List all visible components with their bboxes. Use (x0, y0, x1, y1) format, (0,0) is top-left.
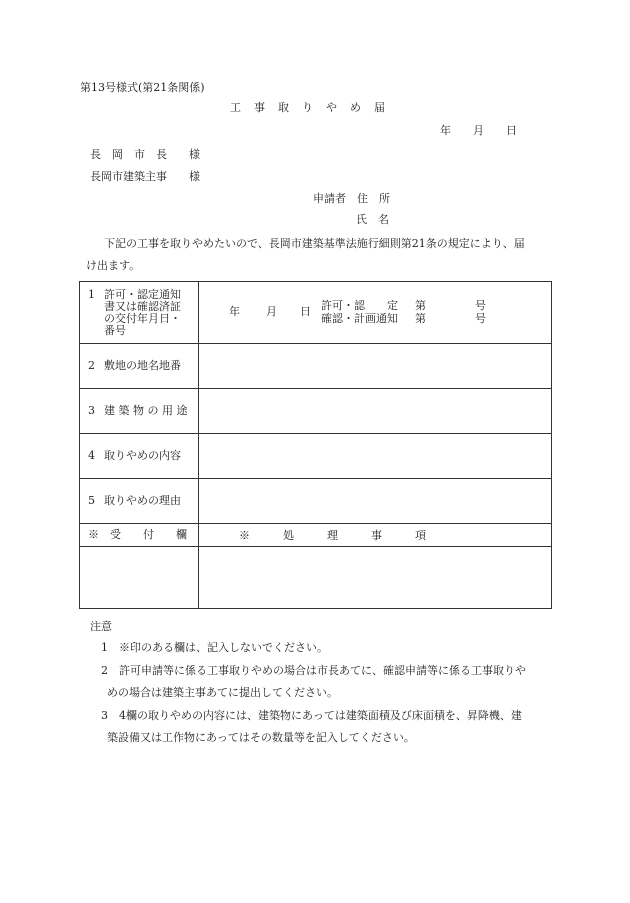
number-suffix: 号 (475, 299, 486, 312)
row1-label-line: の交付年月日・ (104, 311, 181, 325)
row-number: 1 (88, 287, 95, 301)
date-year: 年 (229, 305, 240, 318)
table-row (80, 479, 552, 524)
date-day: 日 (300, 305, 311, 318)
row1-label-line: 書又は確認済証 (104, 299, 181, 313)
addressee-building-official: 長岡市建築主事 様 (90, 170, 200, 183)
table-row (80, 524, 552, 547)
applicant-name-label: 氏 名 (356, 213, 389, 226)
table-row (80, 344, 552, 389)
applicant-address-label: 申請者 住 所 (313, 192, 390, 205)
row1-label (80, 282, 199, 344)
number-prefix: 第 (415, 312, 426, 325)
document-title: 工 事 取 り や め 届 (230, 101, 386, 114)
row-value[interactable] (199, 389, 552, 434)
note-number: 2 (101, 664, 108, 677)
row-label (80, 434, 199, 479)
reception-header: ※ 受 付 欄 (80, 524, 199, 547)
note-text: めの場合は建築主事あてに提出してください。 (107, 686, 338, 699)
row1-value[interactable] (199, 282, 552, 344)
note-number: 3 (101, 709, 108, 722)
table-row (80, 434, 552, 479)
form-table (79, 281, 552, 609)
body-text-line1: 下記の工事を取りやめたいので、長岡市建築基準法施行細則第21条の規定により、届 (104, 237, 525, 250)
row1-label-line: 番号 (104, 323, 126, 337)
form-number: 第13号様式(第21条関係) (80, 81, 205, 94)
processing-box (199, 547, 552, 609)
row-label-text: 取りやめの内容 (104, 449, 181, 462)
row-value[interactable] (199, 434, 552, 479)
reception-box (80, 547, 199, 609)
notes-heading: 注意 (90, 620, 112, 633)
row-label-text: 敷地の地名地番 (104, 359, 181, 372)
note-text: 4欄の取りやめの内容には、建築物にあっては建築面積及び床面積を、昇降機、建 (119, 709, 522, 722)
row-number: 4 (88, 449, 95, 462)
row-label (80, 479, 199, 524)
row1-label-line: 許可・認定通知 (104, 287, 181, 301)
permit-type-line1: 許可・認 定 (321, 299, 398, 312)
date-line: 年 月 日 (440, 124, 517, 137)
row-label (80, 389, 199, 434)
note-text: ※印のある欄は、記入しないでください。 (119, 641, 328, 654)
date-month: 月 (266, 305, 277, 318)
row-number: 5 (88, 494, 95, 507)
number-suffix: 号 (475, 312, 486, 325)
row-number: 2 (88, 359, 95, 372)
body-text-line2: け出ます。 (86, 259, 141, 272)
permit-type-line2: 確認・計画通知 (321, 312, 398, 325)
table-row (80, 389, 552, 434)
number-prefix: 第 (415, 299, 426, 312)
row-label (80, 344, 199, 389)
note-text: 許可申請等に係る工事取りやめの場合は市長あてに、確認申請等に係る工事取りや (119, 664, 526, 677)
row-number: 3 (88, 404, 95, 417)
row-value[interactable] (199, 344, 552, 389)
table-row (80, 547, 552, 609)
table-row (80, 282, 552, 344)
note-number: 1 (101, 641, 108, 654)
row-label-text: 建 築 物 の 用 途 (104, 404, 188, 417)
row-label-text: 取りやめの理由 (104, 494, 181, 507)
row-value[interactable] (199, 479, 552, 524)
note-text: 築設備又は工作物にあってはその数量等を記入してください。 (107, 731, 415, 744)
addressee-mayor: 長 岡 市 長 様 (90, 148, 200, 161)
processing-header: ※ 処 理 事 項 (199, 524, 552, 547)
